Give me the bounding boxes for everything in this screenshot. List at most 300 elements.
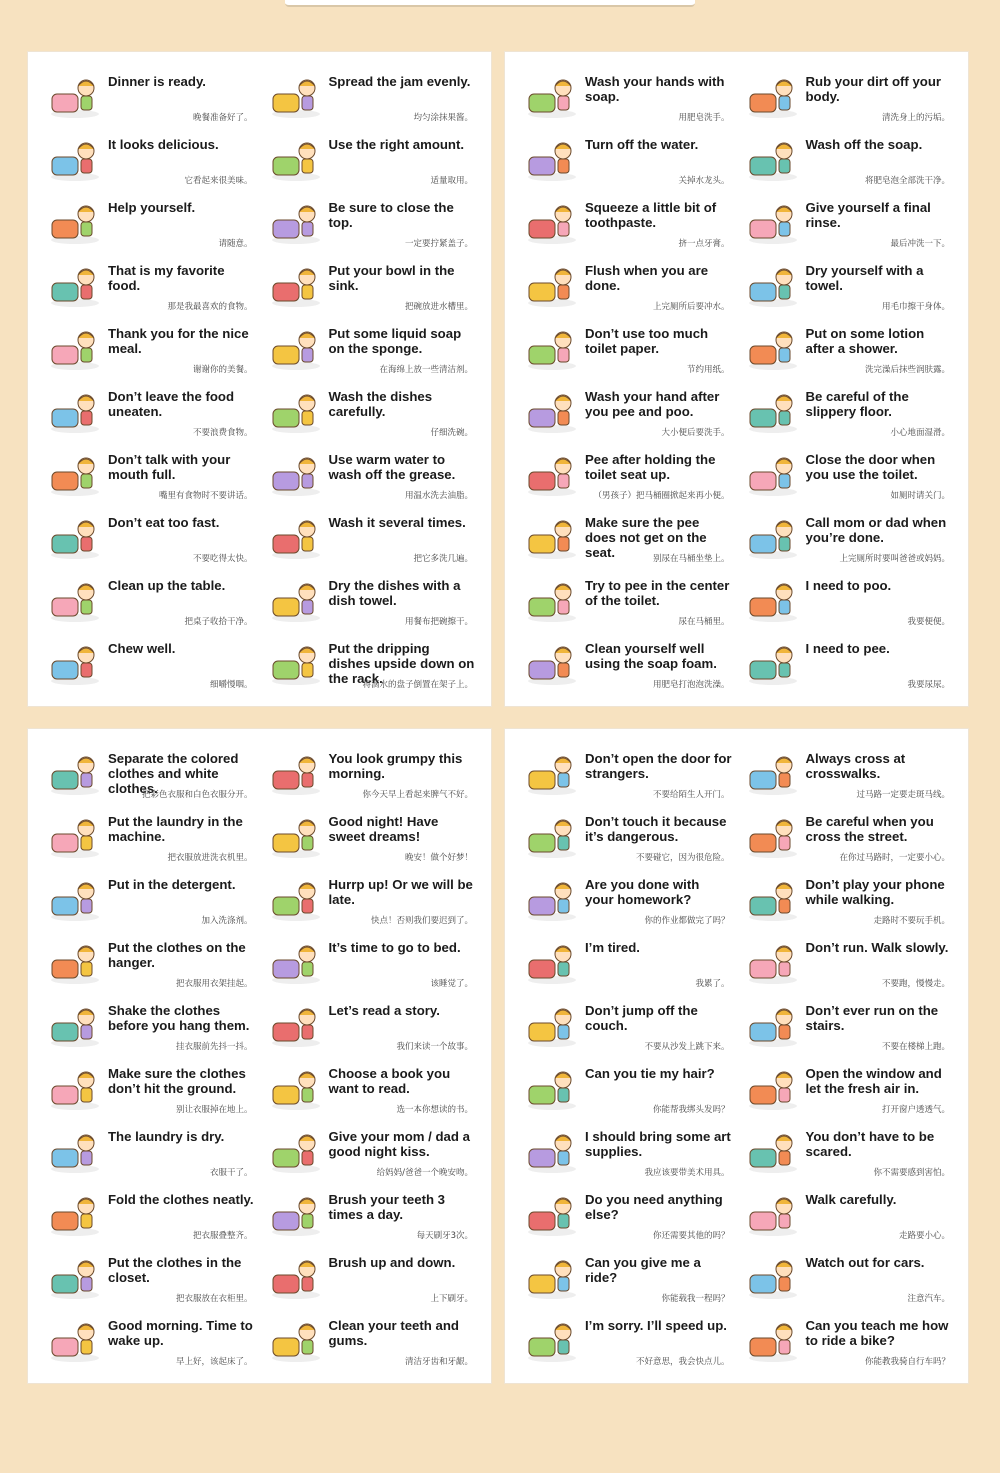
phrase-english: Do you need anything else? xyxy=(585,1192,723,1222)
kid-on-bike-icon xyxy=(744,1316,802,1364)
phrase-chinese: 你今天早上看起来脾气不好。 xyxy=(362,790,473,800)
phrase-english: Call mom or dad when you’re done. xyxy=(805,515,947,545)
phrase-item xyxy=(263,1182,478,1245)
phrase-chinese: 不好意思，我会快点儿。 xyxy=(635,1357,730,1367)
phrase-chinese: 嘴里有食物时不要讲话。 xyxy=(158,491,253,501)
phrase-english: Thank you for the nice meal. xyxy=(108,326,249,356)
phrase-chinese: 如厕时请关门。 xyxy=(890,491,950,501)
phrase-english: Make sure the pee does not get on the seat. xyxy=(585,515,707,560)
food-plate-icon xyxy=(46,261,104,309)
phrase-chinese: 不要给陌生人开门。 xyxy=(652,790,730,800)
phrase-chinese: 不要从沙发上跳下来。 xyxy=(644,1042,730,1052)
phrase-english: Put on some lotion after a shower. xyxy=(805,326,925,356)
phrase-item xyxy=(263,993,478,1056)
phrase-chinese: 该睡觉了。 xyxy=(430,979,473,989)
phrase-item xyxy=(263,930,478,993)
phrase-english: I need to pee. xyxy=(805,641,890,656)
phrase-item xyxy=(519,1245,734,1308)
phrase-item xyxy=(740,127,955,190)
phrase-chinese: 用温水洗去油脂。 xyxy=(404,491,473,501)
kid-washing-after-toilet-icon xyxy=(523,387,581,435)
phrase-item xyxy=(519,1119,734,1182)
phrase-item xyxy=(740,568,955,631)
phrase-item xyxy=(42,442,257,505)
phrase-english: Watch out for cars. xyxy=(805,1255,925,1270)
phrase-chinese: 洗完澡后抹些润肤露。 xyxy=(864,365,950,375)
phrase-item xyxy=(42,127,257,190)
phrase-chinese: 加入洗涤剂。 xyxy=(201,916,253,926)
clothes-pile-icon xyxy=(46,749,104,797)
phrase-english: Don’t eat too fast. xyxy=(108,515,220,530)
girl-on-toilet-icon xyxy=(744,639,802,687)
phrase-item xyxy=(519,127,734,190)
shirt-hanger-icon xyxy=(46,938,104,986)
phrase-chinese: 晚安！做个好梦！ xyxy=(404,853,473,863)
phrase-chinese: 你能载我一程吗？ xyxy=(661,1294,730,1304)
kid-toilet-icon xyxy=(523,261,581,309)
kid-with-book-icon xyxy=(267,1064,325,1112)
phrase-chinese: 把桌子收拾干净。 xyxy=(184,617,253,627)
phrase-chinese: 清洗身上的污垢。 xyxy=(881,113,950,123)
toilet-paper-icon xyxy=(523,324,581,372)
phrase-item xyxy=(263,64,478,127)
kid-running-icon xyxy=(267,875,325,923)
phrase-item xyxy=(740,64,955,127)
phrase-english: Walk carefully. xyxy=(805,1192,897,1207)
phrase-item xyxy=(740,190,955,253)
phrase-english: Put the clothes on the hanger. xyxy=(108,940,246,970)
phrase-item xyxy=(519,804,734,867)
phrase-chinese: 不要碰它，因为很危险。 xyxy=(635,853,730,863)
front-door-icon xyxy=(523,749,581,797)
phrase-english: That is my favorite food. xyxy=(108,263,225,293)
stairs-icon xyxy=(744,1001,802,1049)
phrase-chinese: 把它多洗几遍。 xyxy=(413,554,473,564)
dish-rack-icon xyxy=(267,639,325,687)
phrase-english: I’m tired. xyxy=(585,940,640,955)
phrase-chinese: 过马路一定要走斑马线。 xyxy=(856,790,950,800)
phrase-chinese: 大小便后要洗手。 xyxy=(661,428,730,438)
phrase-chinese: 用肥皂洗手。 xyxy=(678,113,730,123)
phrase-item xyxy=(263,505,478,568)
phrase-chinese: 我累了。 xyxy=(695,979,730,989)
phrase-item xyxy=(740,1245,955,1308)
empty-table-icon xyxy=(46,576,104,624)
paint-palette-icon xyxy=(523,1127,581,1175)
phrase-english: Don’t run. Walk slowly. xyxy=(805,940,949,955)
phrase-english: Separate the colored clothes and white clothes. xyxy=(108,751,239,796)
phrase-english: Wash your hands with soap. xyxy=(585,74,725,104)
kid-drying-dish-icon xyxy=(267,576,325,624)
phrase-item xyxy=(519,1056,734,1119)
clothesline-icon xyxy=(46,1064,104,1112)
phrase-chinese: 把碗放进水槽里。 xyxy=(404,302,473,312)
phrase-item xyxy=(740,741,955,804)
phrase-chinese: 谢谢你的美餐。 xyxy=(192,365,253,375)
goodnight-kiss-icon xyxy=(267,1127,325,1175)
phrase-english: Don’t use too much toilet paper. xyxy=(585,326,709,356)
kid-eating-fast-icon xyxy=(46,513,104,561)
phrase-chinese: 挤一点牙膏。 xyxy=(678,239,730,249)
phrase-english: Put the clothes in the closet. xyxy=(108,1255,242,1285)
kid-peeing-icon xyxy=(523,576,581,624)
kid-calling-icon xyxy=(744,513,802,561)
phrase-chinese: 每天刷牙3次。 xyxy=(416,1231,473,1241)
phrase-item xyxy=(519,1182,734,1245)
phrase-item xyxy=(740,631,955,694)
girl-washing-dishes-icon xyxy=(267,387,325,435)
wet-floor-icon xyxy=(744,387,802,435)
card-safety-daily xyxy=(505,729,968,1383)
top-banner-strip xyxy=(0,0,1000,6)
phrase-chinese: 你的作业都做完了吗？ xyxy=(644,916,730,926)
phrase-chinese: 它看起来很美味。 xyxy=(184,176,253,186)
boy-toilet-seat-icon xyxy=(523,450,581,498)
soap-sponge-icon xyxy=(267,324,325,372)
phrase-chinese: 上完厕所后要冲水。 xyxy=(652,302,730,312)
phrase-chinese: 节约用纸。 xyxy=(686,365,730,375)
card-laundry-bedtime xyxy=(28,729,491,1383)
phrase-chinese: 走路要小心。 xyxy=(898,1231,950,1241)
phrase-item xyxy=(42,1182,257,1245)
phrase-chinese: 将肥皂泡全部洗干净。 xyxy=(864,176,950,186)
car-ride-icon xyxy=(523,1253,581,1301)
phrase-item xyxy=(519,631,734,694)
phrase-english: Clean your teeth and gums. xyxy=(328,1318,459,1348)
phrase-item xyxy=(42,804,257,867)
phrase-english: Be sure to close the top. xyxy=(328,200,454,230)
girl-lotion-icon xyxy=(744,324,802,372)
phrase-item xyxy=(519,867,734,930)
window-icon xyxy=(744,1064,802,1112)
kids-hugging-icon xyxy=(744,1127,802,1175)
phrase-english: Dry the dishes with a dish towel. xyxy=(328,578,461,608)
phrase-chinese: 把彩色衣服和白色衣服分开。 xyxy=(141,790,253,800)
phrase-english: Put the dripping dishes upside down on the rack. xyxy=(328,641,475,686)
phrase-item xyxy=(42,631,257,694)
top-banner-tab xyxy=(285,0,695,7)
phrase-chinese: 不要跑，慢慢走。 xyxy=(881,979,950,989)
phrase-item xyxy=(740,804,955,867)
phrase-item xyxy=(740,1119,955,1182)
phrase-item xyxy=(263,1308,478,1371)
phrase-item xyxy=(740,316,955,379)
girl-at-table-icon xyxy=(46,198,104,246)
phrase-english: Be careful when you cross the street. xyxy=(805,814,934,844)
phrase-item xyxy=(740,1182,955,1245)
phrase-chinese: 用毛巾擦干身体。 xyxy=(881,302,950,312)
mom-reading-icon xyxy=(267,1001,325,1049)
phrase-item xyxy=(263,1056,478,1119)
phrase-chinese: 一定要拧紧盖子。 xyxy=(404,239,473,249)
phrase-item xyxy=(263,741,478,804)
phrase-english: Can you teach me how to ride a bike? xyxy=(805,1318,949,1348)
phrase-chinese: 不要浪费食物。 xyxy=(192,428,253,438)
phrase-chinese: 你能帮我绑头发吗？ xyxy=(652,1105,730,1115)
phrase-chinese: 走路时不要玩手机。 xyxy=(873,916,950,926)
boy-eating-icon xyxy=(46,387,104,435)
phrase-chinese: 不要吃得太快。 xyxy=(192,554,253,564)
sink-bowl-icon xyxy=(267,261,325,309)
drying-laundry-icon xyxy=(46,1127,104,1175)
phrase-chinese: 别尿在马桶坐垫上。 xyxy=(652,554,730,564)
phrase-item xyxy=(42,741,257,804)
tired-girl-icon xyxy=(523,938,581,986)
phrase-item xyxy=(263,867,478,930)
phrase-english: Clean yourself well using the soap foam. xyxy=(585,641,717,671)
phrase-chinese: 打开窗户透透气。 xyxy=(881,1105,950,1115)
phrase-chinese: （男孩子）把马桶圈掀起来再小便。 xyxy=(593,491,730,501)
phrase-english: It looks delicious. xyxy=(108,137,219,152)
phrase-item xyxy=(519,379,734,442)
phrase-chinese: 我们来读一个故事。 xyxy=(396,1042,473,1052)
boy-on-toilet-icon xyxy=(744,576,802,624)
phrase-chinese: 用餐布把碗擦干。 xyxy=(404,617,473,627)
phrase-chinese: 选一本你想读的书。 xyxy=(396,1105,473,1115)
phrase-chinese: 给妈妈/爸爸一个晚安吻。 xyxy=(376,1168,473,1178)
girl-brushing-icon xyxy=(267,1190,325,1238)
phrase-english: Don’t play your phone while walking. xyxy=(805,877,945,907)
kid-studying-icon xyxy=(523,1316,581,1364)
phrase-english: Put in the detergent. xyxy=(108,877,236,892)
phrase-item xyxy=(740,1056,955,1119)
phrase-item xyxy=(42,379,257,442)
phrase-english: Don’t ever run on the stairs. xyxy=(805,1003,939,1033)
phrase-english: Open the window and let the fresh air in. xyxy=(805,1066,942,1096)
phrase-chinese: 把衣服放在衣柜里。 xyxy=(175,1294,253,1304)
bread-slices-icon xyxy=(267,135,325,183)
card-dining xyxy=(28,52,491,706)
phrase-english: Flush when you are done. xyxy=(585,263,709,293)
teeth-gums-icon xyxy=(267,1316,325,1364)
phrase-item xyxy=(519,930,734,993)
phrase-english: I should bring some art supplies. xyxy=(585,1129,731,1159)
phrase-item xyxy=(519,64,734,127)
phrase-chinese: 你不需要感到害怕。 xyxy=(873,1168,950,1178)
phrase-english: Wash the dishes carefully. xyxy=(328,389,433,419)
phrase-chinese: 将滴水的盘子倒置在架子上。 xyxy=(362,680,473,690)
phrase-english: Make sure the clothes don’t hit the ground. xyxy=(108,1066,246,1096)
phrase-item xyxy=(263,190,478,253)
phrase-english: Squeeze a little bit of toothpaste. xyxy=(585,200,717,230)
phrase-item xyxy=(519,505,734,568)
jam-jar-icon xyxy=(267,198,325,246)
phrase-english: Chew well. xyxy=(108,641,176,656)
phrase-chinese: 不要在楼梯上跑。 xyxy=(881,1042,950,1052)
kid-chewing-icon xyxy=(46,639,104,687)
phrase-english: Wash it several times. xyxy=(328,515,466,530)
phrase-english: Brush up and down. xyxy=(328,1255,456,1270)
phrase-chinese: 注意汽车。 xyxy=(907,1294,950,1304)
phrase-item xyxy=(263,631,478,694)
kid-walking-carefully-icon xyxy=(744,1190,802,1238)
phrase-item xyxy=(263,127,478,190)
phrase-chinese: 别让衣服掉在地上。 xyxy=(175,1105,253,1115)
phrase-item xyxy=(740,993,955,1056)
shower-icon xyxy=(744,198,802,246)
phrase-english: Don’t talk with your mouth full. xyxy=(108,452,231,482)
tooth-brush-icon xyxy=(267,1253,325,1301)
bathroom-door-icon xyxy=(744,450,802,498)
phrase-chinese: 我要尿尿。 xyxy=(907,680,950,690)
phrase-item xyxy=(740,1308,955,1371)
phrase-english: Try to pee in the center of the toilet. xyxy=(585,578,730,608)
phrase-english: Don’t touch it because it’s dangerous. xyxy=(585,814,727,844)
phrase-chinese: 清洁牙齿和牙龈。 xyxy=(404,1357,473,1367)
phrase-english: Brush your teeth 3 times a day. xyxy=(328,1192,446,1222)
phrase-english: Put your bowl in the sink. xyxy=(328,263,455,293)
phrase-english: Put the laundry in the machine. xyxy=(108,814,243,844)
phrase-english: Give yourself a final rinse. xyxy=(805,200,931,230)
phrase-item xyxy=(519,190,734,253)
hair-tie-icon xyxy=(523,1064,581,1112)
girl-folding-clothes-icon xyxy=(46,1190,104,1238)
phrase-english: Give your mom / dad a good night kiss. xyxy=(328,1129,470,1159)
phrase-english: Don’t jump off the couch. xyxy=(585,1003,698,1033)
kid-in-tub-icon xyxy=(523,639,581,687)
phrase-english: You don’t have to be scared. xyxy=(805,1129,935,1159)
phrase-english: Use warm water to wash off the grease. xyxy=(328,452,456,482)
phrase-item xyxy=(740,253,955,316)
phrase-chinese: 晚餐准备好了。 xyxy=(192,113,253,123)
phrase-chinese: 你还需要其他的吗？ xyxy=(652,1231,730,1241)
toilet-seat-icon xyxy=(523,513,581,561)
phrase-item xyxy=(42,1245,257,1308)
kid-washing-hands-icon xyxy=(523,72,581,120)
phrase-item xyxy=(519,568,734,631)
closet-icon xyxy=(46,1253,104,1301)
phrase-english: You look grumpy this morning. xyxy=(328,751,463,781)
phrase-english: Close the door when you use the toilet. xyxy=(805,452,936,482)
phrase-chinese: 尿在马桶里。 xyxy=(678,617,730,627)
phrase-item xyxy=(263,253,478,316)
phrase-item xyxy=(263,804,478,867)
phrase-english: It’s time to go to bed. xyxy=(328,940,461,955)
phrase-item xyxy=(42,867,257,930)
phrase-english: Good night! Have sweet dreams! xyxy=(328,814,439,844)
phrase-chinese: 早上好，该起床了。 xyxy=(175,1357,253,1367)
phrase-english: Hurrp up! Or we will be late. xyxy=(328,877,473,907)
phrase-english: Dinner is ready. xyxy=(108,74,206,89)
couch-jump-icon xyxy=(523,1001,581,1049)
phrase-chinese: 在你过马路时，一定要小心。 xyxy=(839,853,950,863)
phrase-english: Put some liquid soap on the sponge. xyxy=(328,326,462,356)
phrase-item xyxy=(519,442,734,505)
phrase-chinese: 快点！否则我们要迟到了。 xyxy=(370,916,473,926)
phrase-item xyxy=(42,64,257,127)
phrase-item xyxy=(42,993,257,1056)
phrase-item xyxy=(740,442,955,505)
phrase-item xyxy=(42,568,257,631)
phrase-item xyxy=(740,379,955,442)
phrase-chinese: 上下刷牙。 xyxy=(430,1294,473,1304)
kids-walking-icon xyxy=(744,875,802,923)
phrase-english: Dry yourself with a towel. xyxy=(805,263,924,293)
phrase-english: Good morning. Time to wake up. xyxy=(108,1318,253,1348)
boy-walking-icon xyxy=(744,938,802,986)
traffic-light-icon xyxy=(744,812,802,860)
toast-jam-icon xyxy=(267,72,325,120)
kid-washing-icon xyxy=(267,513,325,561)
phrase-english: I need to poo. xyxy=(805,578,892,593)
roast-chicken-icon xyxy=(46,135,104,183)
phrase-chinese: 把衣服放进洗衣机里。 xyxy=(167,853,253,863)
toothpaste-icon xyxy=(523,198,581,246)
phrase-item xyxy=(42,253,257,316)
phrase-item xyxy=(42,190,257,253)
phrase-english: Spread the jam evenly. xyxy=(328,74,471,89)
phrase-chinese: 均匀涂抹果酱。 xyxy=(413,113,473,123)
phrase-english: Let’s read a story. xyxy=(328,1003,440,1018)
phrase-chinese: 细嚼慢咽。 xyxy=(209,680,253,690)
phrase-english: Are you done with your homework? xyxy=(585,877,700,907)
phrase-english: Be careful of the slippery floor. xyxy=(805,389,909,419)
girl-pointing-icon xyxy=(523,812,581,860)
dinner-table-icon xyxy=(46,72,104,120)
bed-icon xyxy=(267,938,325,986)
girl-shaking-clothes-icon xyxy=(46,1001,104,1049)
phrase-english: Fold the clothes neatly. xyxy=(108,1192,254,1207)
phrase-item xyxy=(519,993,734,1056)
phrase-english: Don’t leave the food uneaten. xyxy=(108,389,235,419)
kid-in-bed-icon xyxy=(267,812,325,860)
phrase-chinese: 最后冲洗一下。 xyxy=(890,239,950,249)
phrase-item xyxy=(519,741,734,804)
bath-bubbles-icon xyxy=(744,135,802,183)
phrase-english: Shake the clothes before you hang them. xyxy=(108,1003,250,1033)
phrase-english: The laundry is dry. xyxy=(108,1129,225,1144)
phrase-chinese: 小心地面湿滑。 xyxy=(890,428,950,438)
warm-water-tub-icon xyxy=(267,450,325,498)
phrase-item xyxy=(42,930,257,993)
washing-machine-icon xyxy=(46,812,104,860)
girl-thinking-food-icon xyxy=(46,324,104,372)
phrase-item xyxy=(42,1056,257,1119)
phrase-chinese: 用肥皂打泡泡洗澡。 xyxy=(652,680,730,690)
phrase-chinese: 我要便便。 xyxy=(907,617,950,627)
kid-towel-icon xyxy=(744,261,802,309)
phrase-english: I’m sorry. I’ll speed up. xyxy=(585,1318,727,1333)
phrase-item xyxy=(740,930,955,993)
phrase-english: Help yourself. xyxy=(108,200,196,215)
phrase-item xyxy=(263,442,478,505)
phrase-chinese: 把衣服叠整齐。 xyxy=(192,1231,253,1241)
phrase-english: Turn off the water. xyxy=(585,137,699,152)
phrase-english: Use the right amount. xyxy=(328,137,465,152)
phrase-english: Rub your dirt off your body. xyxy=(805,74,942,104)
phrase-chinese: 仔细洗碗。 xyxy=(430,428,473,438)
phrase-item xyxy=(42,1119,257,1182)
phrase-english: Choose a book you want to read. xyxy=(328,1066,451,1096)
kid-at-sink-icon xyxy=(523,135,581,183)
phrase-item xyxy=(519,316,734,379)
phrase-english: Don’t open the door for strangers. xyxy=(585,751,732,781)
phrase-item xyxy=(42,316,257,379)
yellow-car-icon xyxy=(744,1253,802,1301)
phrase-english: Clean up the table. xyxy=(108,578,226,593)
phrase-item xyxy=(263,568,478,631)
phrase-item xyxy=(740,867,955,930)
grumpy-kid-icon xyxy=(267,749,325,797)
phrase-english: Can you tie my hair? xyxy=(585,1066,715,1081)
phrase-item xyxy=(263,379,478,442)
phrase-item xyxy=(519,253,734,316)
phrase-english: Wash off the soap. xyxy=(805,137,923,152)
phrase-english: Wash your hand after you pee and poo. xyxy=(585,389,720,419)
phrase-item xyxy=(263,1245,478,1308)
phrase-chinese: 适量取用。 xyxy=(430,176,473,186)
phrase-chinese: 你能教我骑自行车吗？ xyxy=(864,1357,950,1367)
